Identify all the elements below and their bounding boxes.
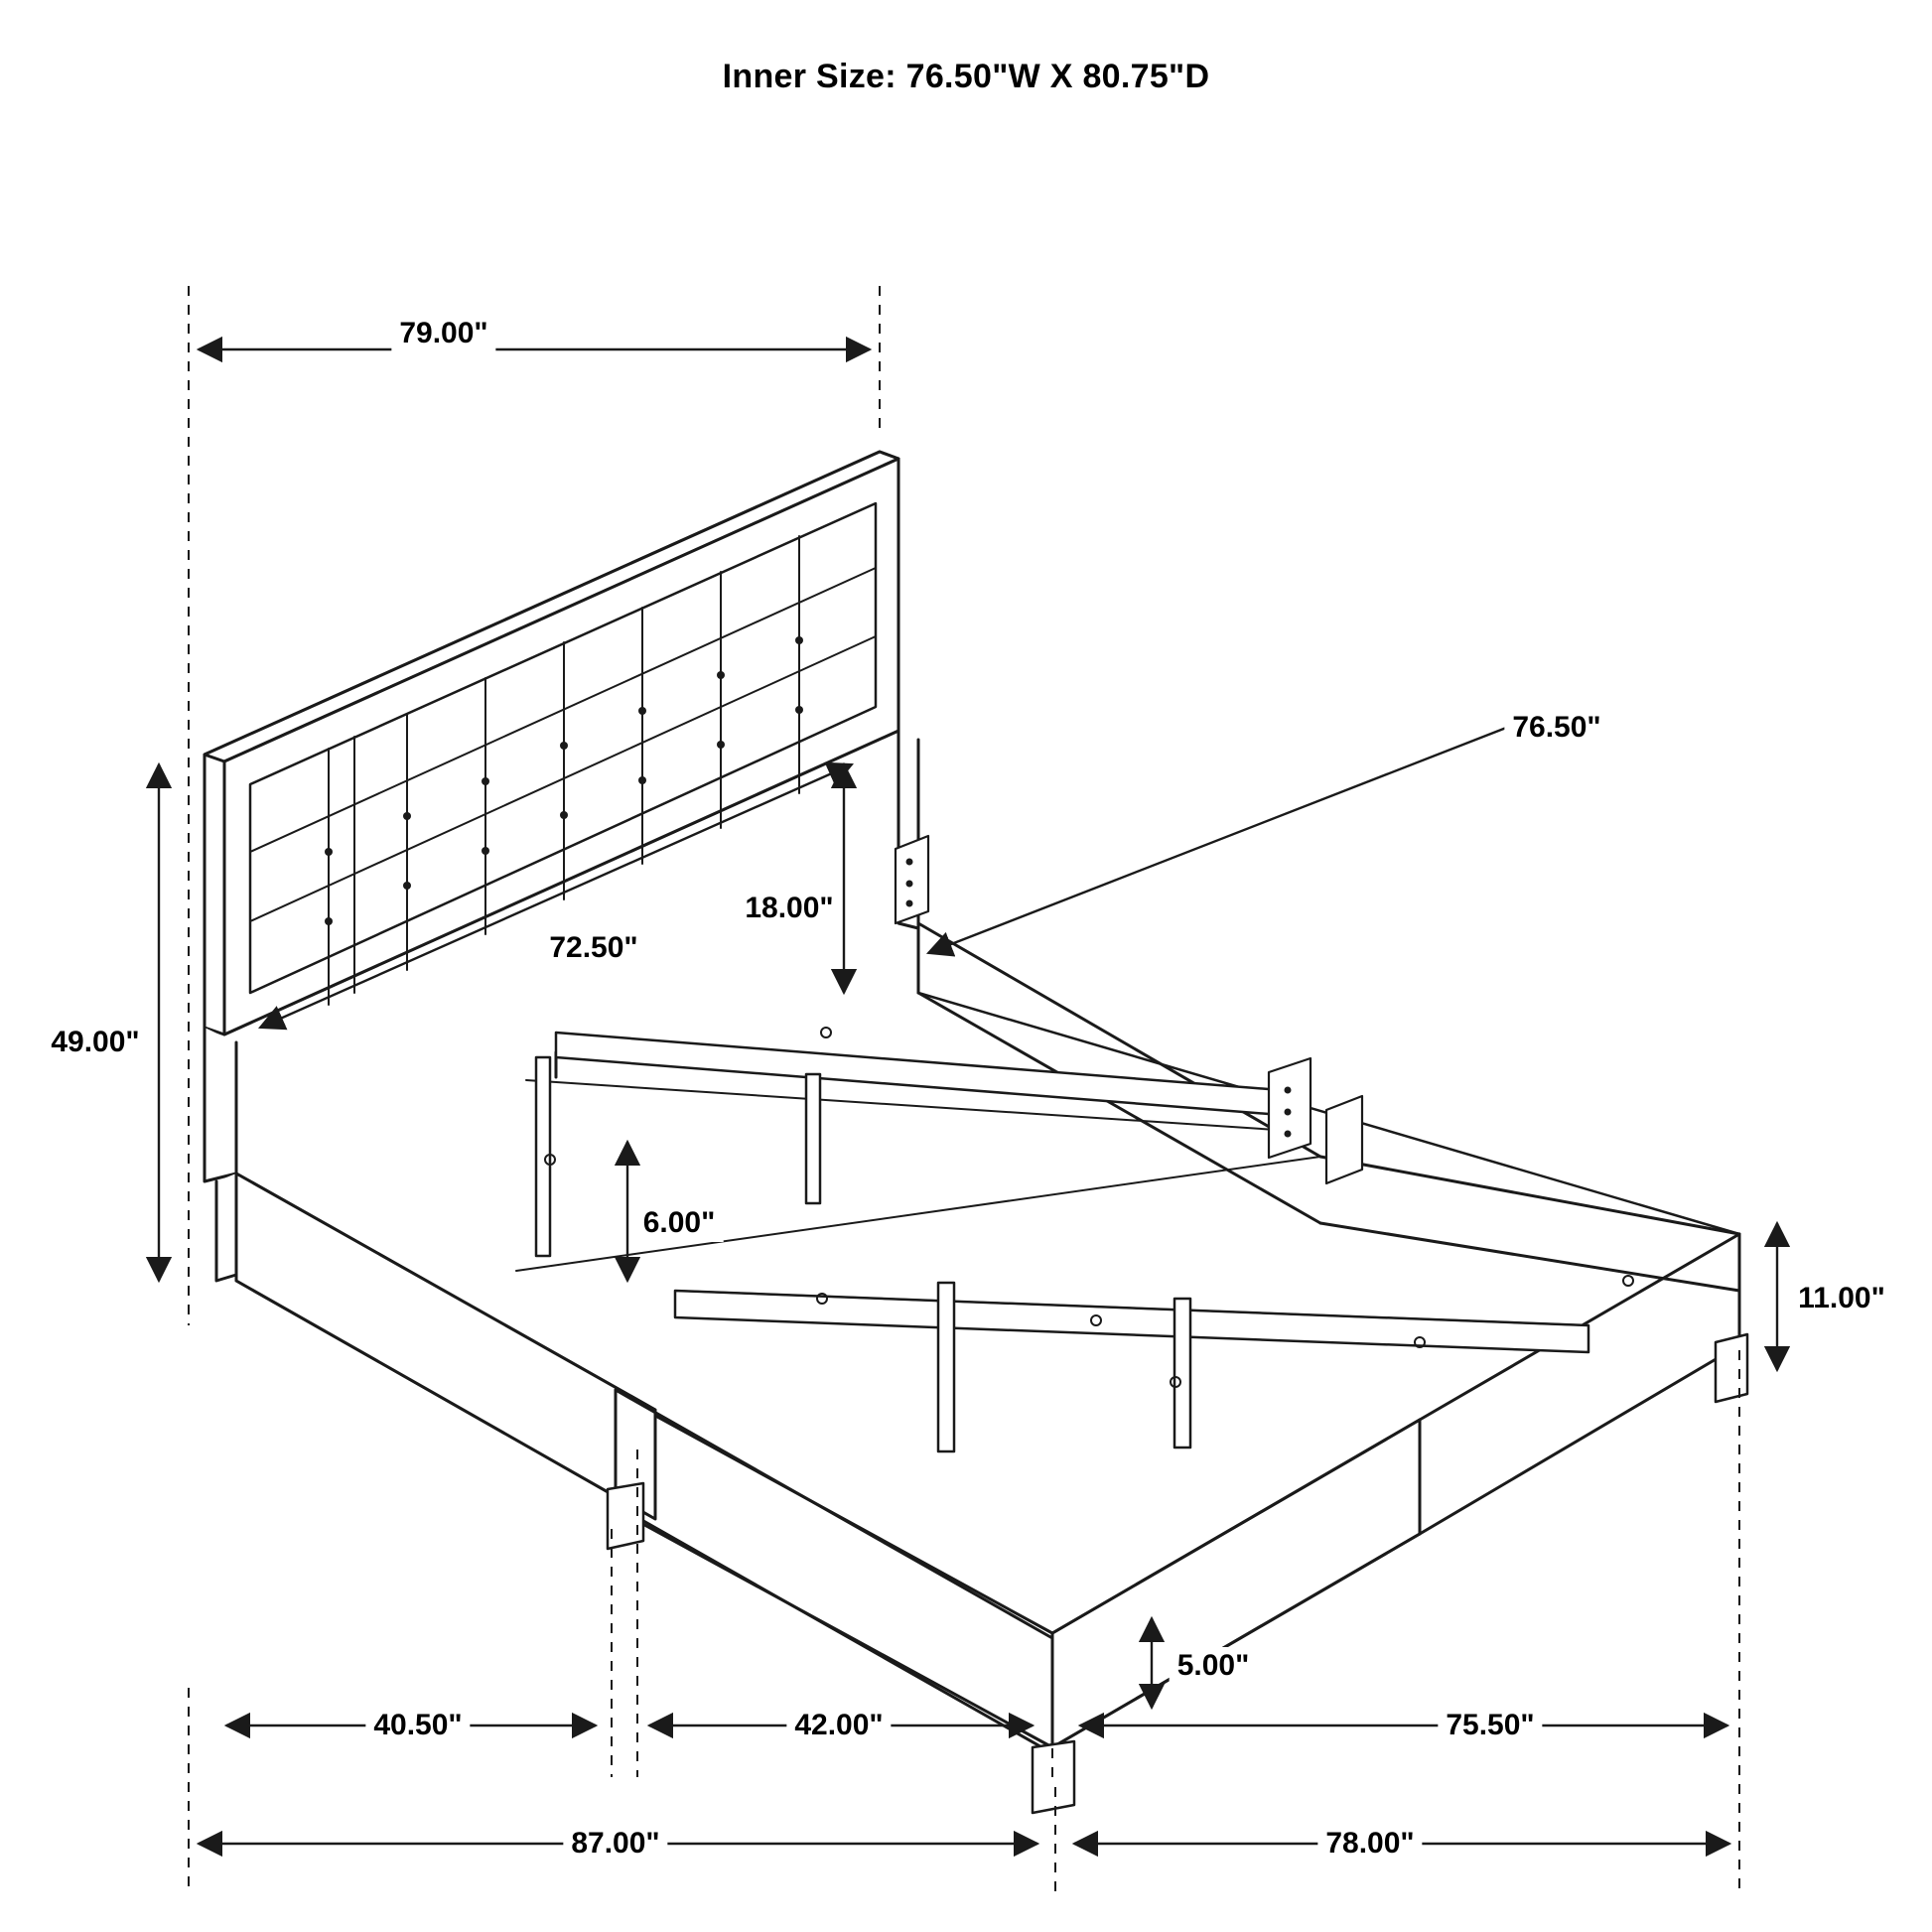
- dimension-label-headboard-height: 49.00": [43, 1024, 147, 1061]
- dimension-label-left-foot-offset: 40.50": [365, 1707, 470, 1744]
- bed-frame: [236, 836, 1747, 1813]
- dimension-label-headboard-panel-width: 72.50": [541, 929, 645, 967]
- dimension-label-slat-clearance: 6.00": [635, 1204, 724, 1242]
- dimension-label-headboard-panel-height: 18.00": [737, 890, 841, 927]
- dimension-label-inner-width-callout: 76.50": [1504, 709, 1608, 747]
- dimension-label-footboard-rail-height: 11.00": [1790, 1280, 1893, 1317]
- dimension-label-overall-right-depth: 78.00": [1317, 1825, 1422, 1863]
- dimension-label-right-span: 75.50": [1438, 1707, 1542, 1744]
- dimension-label-leg-height: 5.00": [1170, 1647, 1258, 1685]
- dimension-label-center-span: 42.00": [786, 1707, 891, 1744]
- page-title: Inner Size: 76.50"W X 80.75"D: [722, 58, 1210, 95]
- dimension-label-overall-left-depth: 87.00": [563, 1825, 667, 1863]
- dimension-label-overall-width-top: 79.00": [391, 315, 495, 352]
